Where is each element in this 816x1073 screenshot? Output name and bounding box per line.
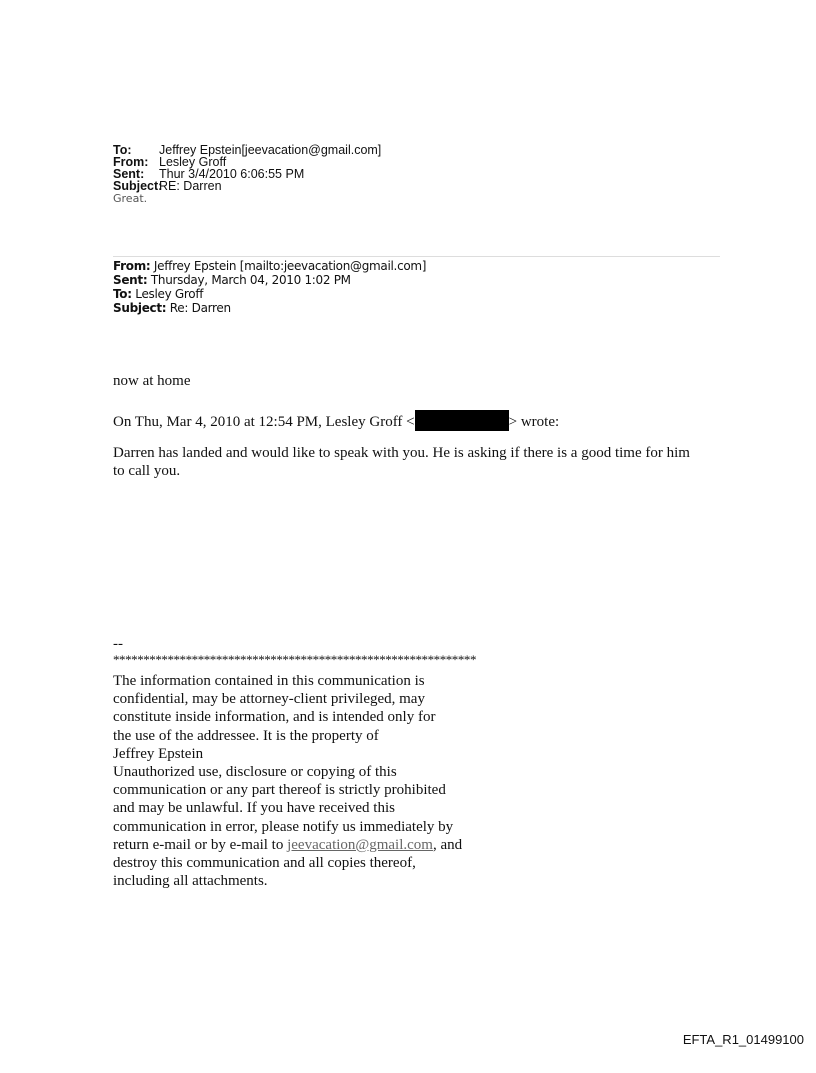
disclaimer-line: confidential, may be attorney-client privileged, may: [113, 691, 425, 708]
message-line: to call you.: [113, 463, 181, 479]
redaction-box: [415, 410, 509, 431]
disclaimer-line: destroy this communication and all copies thereof,: [113, 855, 416, 872]
outer-header: [113, 144, 381, 192]
attribution-prefix: On Thu, Mar 4, 2010 at 12:54 PM, Lesley Groff <: [113, 414, 415, 430]
disclaimer-line: Jeffrey Epstein: [113, 745, 204, 762]
footer-document-id: EFTA_R1_01499100: [682, 1032, 804, 1047]
header-subject: Subject:RE: Darren: [113, 179, 222, 193]
disclaimer-line: communication or any part thereof is strictly prohibited: [113, 782, 446, 799]
message-line: Darren has landed and would like to speak with you. He is asking if there is a good time for him: [113, 445, 690, 461]
quoted-from: From: Jeffrey Epstein [mailto:jeevacation@gmail.com]: [113, 259, 427, 273]
header-to: To: Jeffrey Epstein[jeevacation@gmail.com]: [113, 143, 382, 157]
quoted-header: [113, 259, 426, 315]
quoted-subject: Subject: Re: Darren: [113, 301, 231, 315]
disclaimer-line: Unauthorized use, disclosure or copying of this: [113, 764, 397, 781]
disclaimer-line: communication in error, please notify us immediately by: [113, 818, 454, 835]
disclaimer-text: return e-mail or by e-mail to: [113, 836, 288, 853]
quoted-sent: Sent: Thursday, March 04, 2010 1:02 PM: [113, 273, 351, 287]
signature-separator: --: [113, 636, 123, 652]
original-message: [113, 444, 690, 480]
disclaimer-line: and may be unlawful. If you have received this: [113, 800, 395, 817]
header-sent: Sent: Thur 3/4/2010 6:06:55 PM: [113, 167, 305, 181]
asterisk-rule: ************************************************************: [113, 652, 477, 667]
quoted-to: To: Lesley Groff: [113, 287, 204, 301]
email-link[interactable]: jeevacation@gmail.com: [287, 836, 433, 853]
reply-body: Great.: [113, 192, 148, 205]
attribution-suffix: > wrote:: [508, 414, 560, 430]
disclaimer-line: including all attachments.: [113, 873, 268, 890]
disclaimer-line: [113, 836, 462, 854]
disclaimer-line: the use of the addressee. It is the property of: [113, 727, 379, 744]
disclaimer-text: , and: [432, 836, 463, 853]
attribution-line: [113, 410, 559, 431]
disclaimer-line: constitute inside information, and is intended only for: [113, 709, 436, 726]
disclaimer: [113, 672, 462, 890]
quoted-body: now at home: [113, 373, 191, 389]
divider: [113, 256, 720, 257]
disclaimer-line: The information contained in this communication is: [113, 673, 425, 689]
header-from: From: Lesley Groff: [113, 155, 227, 169]
